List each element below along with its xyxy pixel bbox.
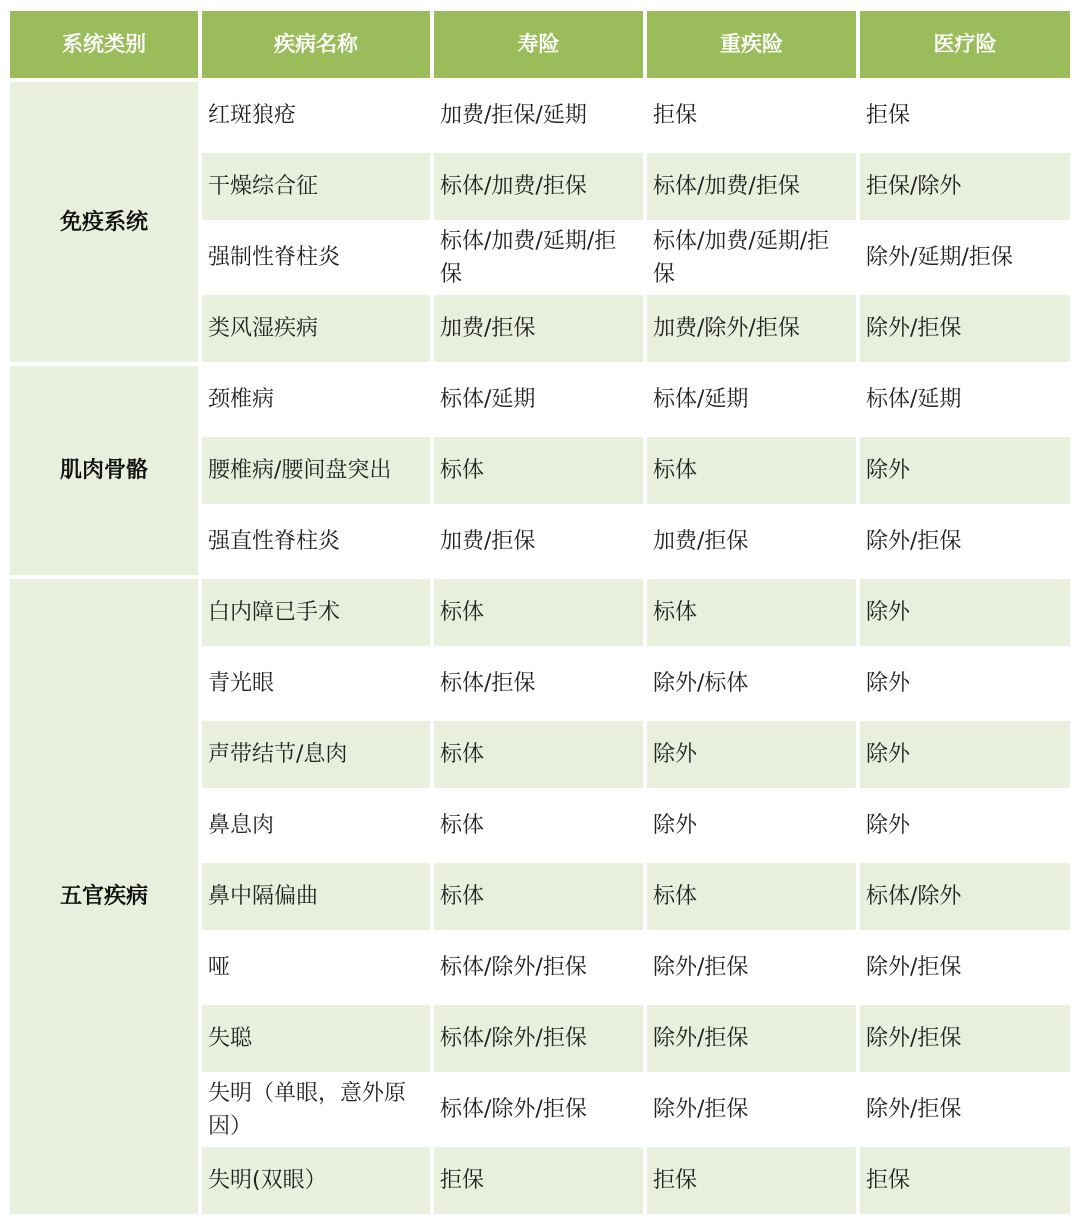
- medical-insurance-cell: [860, 792, 1070, 859]
- disease-name-cell: [202, 82, 430, 149]
- system-category-cell: [10, 82, 198, 362]
- life-insurance-cell: [434, 1005, 643, 1072]
- col-header-system: [10, 11, 198, 78]
- disease-name-cell: [202, 1076, 430, 1143]
- cell-text: 干燥综合征: [208, 174, 319, 199]
- cell-text: 除外: [866, 671, 911, 696]
- critical-illness-cell: [647, 295, 856, 362]
- cell-text: 失明（单眼，意外原因）: [208, 1080, 407, 1139]
- cell-text: 强直性脊柱炎: [208, 529, 341, 554]
- critical-illness-cell: [647, 437, 856, 504]
- cell-text: 除外/标体: [653, 671, 749, 696]
- cell-text: 除外: [866, 742, 911, 767]
- cell-text: 拒保: [440, 1168, 485, 1193]
- col-header-life: [434, 11, 643, 78]
- critical-illness-cell: [647, 153, 856, 220]
- col-header-medical: [860, 11, 1070, 78]
- cell-text: 标体/除外: [866, 884, 962, 909]
- cell-text: 标体/延期: [440, 387, 536, 412]
- cell-text: 除外: [653, 742, 698, 767]
- cell-text: 标体/除外/拒保: [440, 1026, 587, 1051]
- col-header-critical: [647, 11, 856, 78]
- header-label: 疾病名称: [274, 32, 358, 56]
- header-label: 医疗险: [933, 32, 997, 56]
- cell-text: 加费/拒保: [440, 529, 536, 554]
- header-label: 系统类别: [62, 32, 146, 56]
- cell-text: 标体/加费/延期/拒保: [653, 228, 830, 287]
- disease-name-cell: [202, 1005, 430, 1072]
- cell-text: 除外/拒保: [866, 529, 962, 554]
- medical-insurance-cell: [860, 863, 1070, 930]
- cell-text: 失聪: [208, 1026, 253, 1051]
- disease-name-cell: [202, 508, 430, 575]
- life-insurance-cell: [434, 792, 643, 859]
- cell-text: 鼻息肉: [208, 813, 275, 838]
- system-category-label: 五官疾病: [59, 884, 148, 909]
- critical-illness-cell: [647, 1147, 856, 1214]
- cell-text: 标体/除外/拒保: [440, 1097, 587, 1122]
- cell-text: 拒保: [653, 1168, 698, 1193]
- disease-name-cell: [202, 579, 430, 646]
- cell-text: 青光眼: [208, 671, 275, 696]
- life-insurance-cell: [434, 224, 643, 291]
- disease-name-cell: [202, 721, 430, 788]
- critical-illness-cell: [647, 579, 856, 646]
- cell-text: 标体: [440, 742, 485, 767]
- disease-name-cell: [202, 437, 430, 504]
- life-insurance-cell: [434, 579, 643, 646]
- life-insurance-cell: [434, 1076, 643, 1143]
- cell-text: 加费/拒保: [653, 529, 749, 554]
- cell-text: 标体/加费/拒保: [440, 174, 587, 199]
- cell-text: 标体: [653, 600, 698, 625]
- life-insurance-cell: [434, 437, 643, 504]
- disease-name-cell: [202, 863, 430, 930]
- cell-text: 声带结节/息肉: [208, 742, 348, 767]
- disease-name-cell: [202, 153, 430, 220]
- cell-text: 除外: [653, 813, 698, 838]
- cell-text: 除外/拒保: [653, 1026, 749, 1051]
- system-category-cell: [10, 579, 198, 1214]
- cell-text: 标体/加费/拒保: [653, 174, 800, 199]
- critical-illness-cell: [647, 82, 856, 149]
- medical-insurance-cell: [860, 224, 1070, 291]
- cell-text: 加费/除外/拒保: [653, 316, 800, 341]
- critical-illness-cell: [647, 224, 856, 291]
- critical-illness-cell: [647, 1005, 856, 1072]
- col-header-disease: [202, 11, 430, 78]
- life-insurance-cell: [434, 650, 643, 717]
- cell-text: 标体/除外/拒保: [440, 955, 587, 980]
- cell-text: 标体/延期: [653, 387, 749, 412]
- disease-name-cell: [202, 792, 430, 859]
- disease-name-cell: [202, 366, 430, 433]
- cell-text: 除外/延期/拒保: [866, 245, 1013, 270]
- cell-text: 拒保/除外: [866, 174, 962, 199]
- critical-illness-cell: [647, 1076, 856, 1143]
- cell-text: 标体/加费/延期/拒保: [440, 228, 617, 287]
- critical-illness-cell: [647, 934, 856, 1001]
- cell-text: 腰椎病/腰间盘突出: [208, 458, 392, 483]
- cell-text: 标体: [653, 458, 698, 483]
- system-category-cell: [10, 366, 198, 575]
- medical-insurance-cell: [860, 1005, 1070, 1072]
- critical-illness-cell: [647, 721, 856, 788]
- medical-insurance-cell: [860, 934, 1070, 1001]
- disease-name-cell: [202, 224, 430, 291]
- life-insurance-cell: [434, 721, 643, 788]
- medical-insurance-cell: [860, 82, 1070, 149]
- cell-text: 标体/延期: [866, 387, 962, 412]
- cell-text: 标体: [440, 813, 485, 838]
- cell-text: 红斑狼疮: [208, 103, 297, 128]
- life-insurance-cell: [434, 295, 643, 362]
- cell-text: 除外/拒保: [653, 955, 749, 980]
- medical-insurance-cell: [860, 366, 1070, 433]
- cell-text: 除外: [866, 600, 911, 625]
- disease-name-cell: [202, 650, 430, 717]
- life-insurance-cell: [434, 366, 643, 433]
- life-insurance-cell: [434, 1147, 643, 1214]
- cell-text: 颈椎病: [208, 387, 275, 412]
- medical-insurance-cell: [860, 508, 1070, 575]
- medical-insurance-cell: [860, 1076, 1070, 1143]
- medical-insurance-cell: [860, 153, 1070, 220]
- critical-illness-cell: [647, 366, 856, 433]
- cell-text: 鼻中隔偏曲: [208, 884, 319, 909]
- critical-illness-cell: [647, 863, 856, 930]
- cell-text: 除外/拒保: [866, 316, 962, 341]
- header-label: 寿险: [517, 32, 560, 56]
- life-insurance-cell: [434, 153, 643, 220]
- cell-text: 除外/拒保: [653, 1097, 749, 1122]
- critical-illness-cell: [647, 650, 856, 717]
- cell-text: 标体: [653, 884, 698, 909]
- life-insurance-cell: [434, 863, 643, 930]
- life-insurance-cell: [434, 82, 643, 149]
- cell-text: 标体/拒保: [440, 671, 536, 696]
- cell-text: 除外: [866, 458, 911, 483]
- medical-insurance-cell: [860, 437, 1070, 504]
- medical-insurance-cell: [860, 295, 1070, 362]
- cell-text: 拒保: [866, 103, 911, 128]
- critical-illness-cell: [647, 508, 856, 575]
- cell-text: 标体: [440, 600, 485, 625]
- system-category-label: 免疫系统: [59, 209, 148, 235]
- cell-text: 哑: [208, 955, 231, 980]
- header-label: 重疾险: [720, 32, 783, 56]
- medical-insurance-cell: [860, 721, 1070, 788]
- cell-text: 拒保: [866, 1168, 911, 1193]
- cell-text: 失明(双眼）: [208, 1168, 327, 1193]
- disease-name-cell: [202, 295, 430, 362]
- medical-insurance-cell: [860, 579, 1070, 646]
- life-insurance-cell: [434, 508, 643, 575]
- cell-text: 强制性脊柱炎: [208, 245, 341, 270]
- medical-insurance-cell: [860, 1147, 1070, 1214]
- critical-illness-cell: [647, 792, 856, 859]
- cell-text: 标体: [440, 458, 485, 483]
- system-category-label: 肌肉骨骼: [59, 458, 148, 483]
- cell-text: 加费/拒保: [440, 316, 536, 341]
- disease-name-cell: [202, 1147, 430, 1214]
- disease-name-cell: [202, 934, 430, 1001]
- cell-text: 除外/拒保: [866, 1026, 962, 1051]
- cell-text: 标体: [440, 884, 485, 909]
- cell-text: 拒保: [653, 103, 698, 128]
- cell-text: 除外/拒保: [866, 1097, 962, 1122]
- medical-insurance-cell: [860, 650, 1070, 717]
- cell-text: 类风湿疾病: [208, 316, 319, 341]
- cell-text: 除外: [866, 813, 911, 838]
- cell-text: 白内障已手术: [208, 600, 341, 625]
- cell-text: 除外/拒保: [866, 955, 962, 980]
- cell-text: 加费/拒保/延期: [440, 103, 587, 128]
- life-insurance-cell: [434, 934, 643, 1001]
